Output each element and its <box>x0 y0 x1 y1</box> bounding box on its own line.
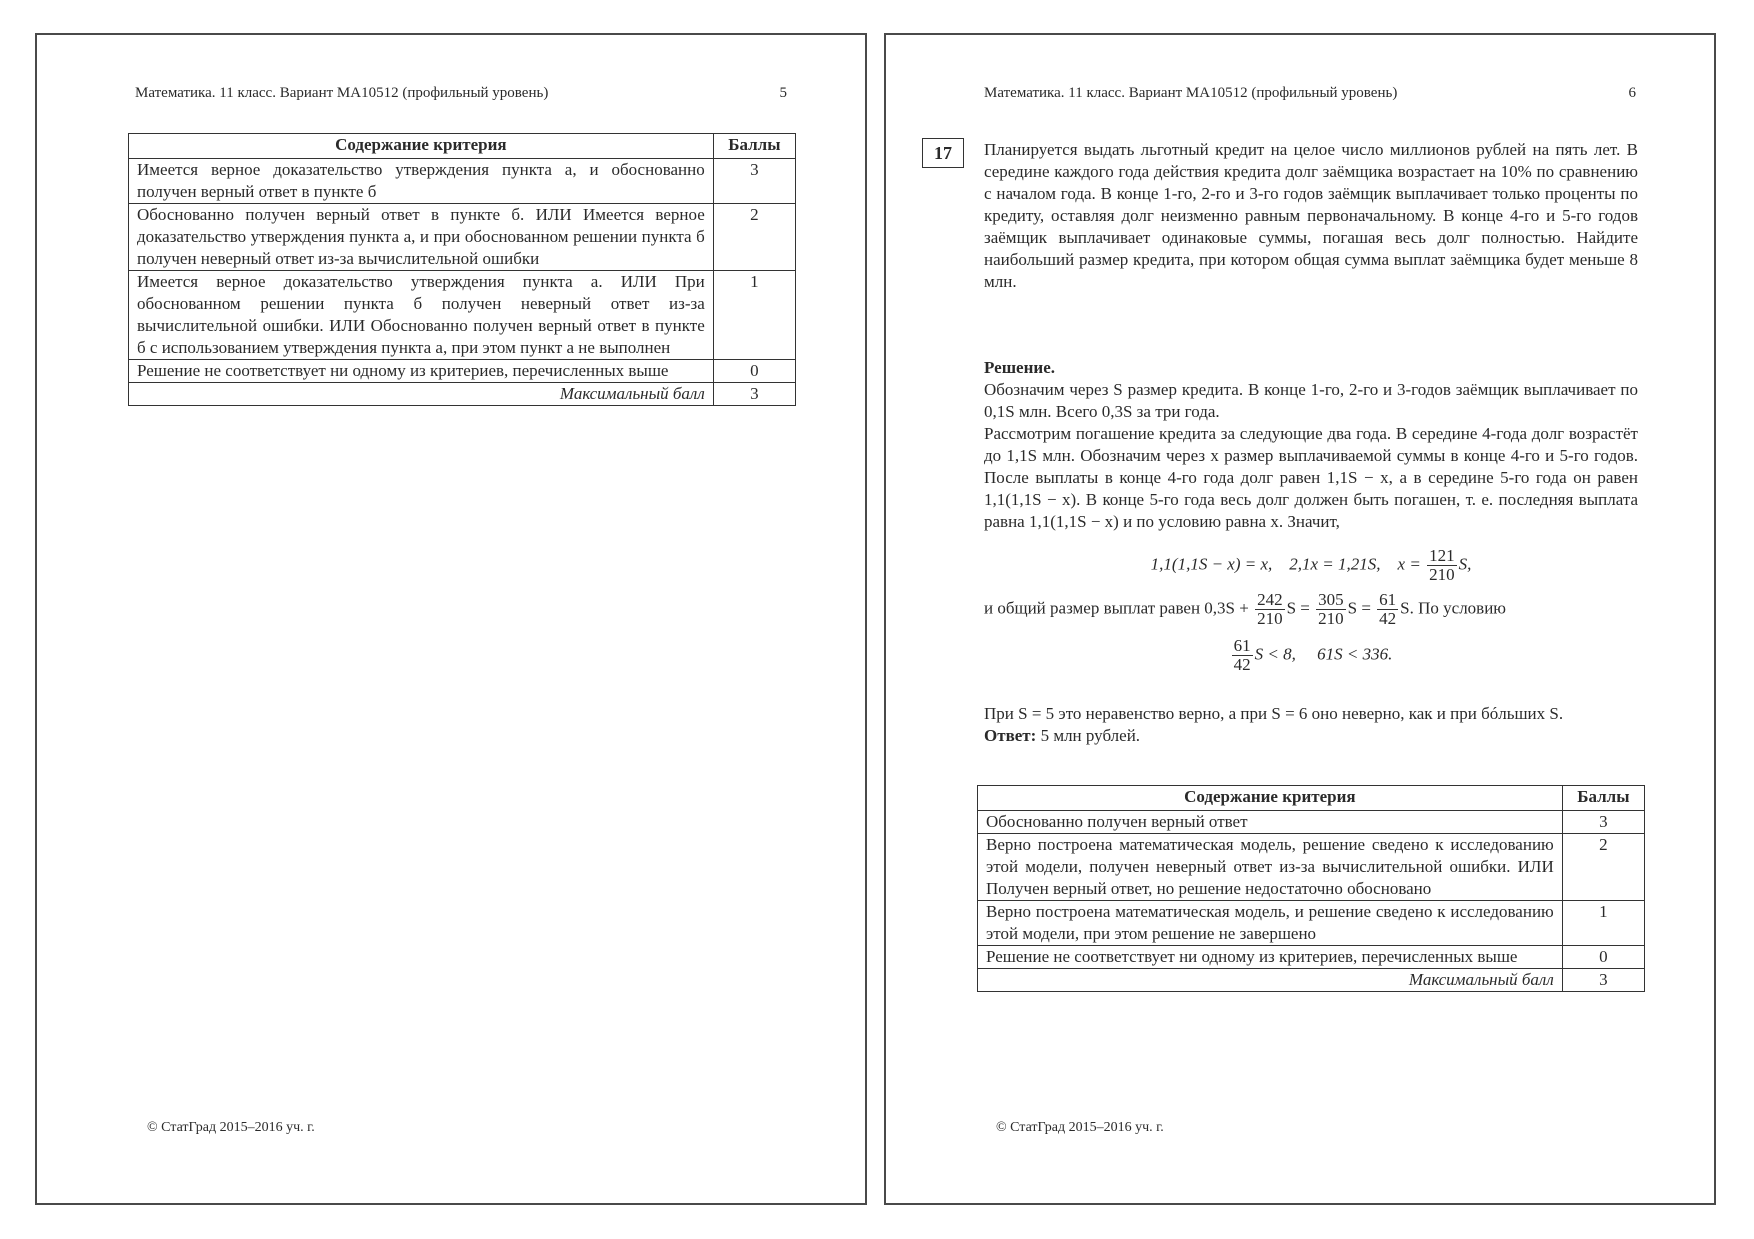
criterion-points: 0 <box>1562 946 1644 969</box>
criterion-points: 3 <box>713 159 795 204</box>
header-title: Математика. 11 класс. Вариант МА10512 (профильный уровень) <box>984 85 1398 101</box>
criterion-text: Обоснованно получен верный ответ <box>978 811 1563 834</box>
answer-label: Ответ: <box>984 726 1037 745</box>
criterion-points: 2 <box>713 204 795 271</box>
criterion-text: Обоснованно получен верный ответ в пункте б. ИЛИ Имеется верное доказательство утверждения пункта а, и при обоснованном решении пункта б получен неверный ответ из-за вычислительной ошибки <box>129 204 714 271</box>
page-number: 5 <box>779 85 787 101</box>
column-header-points: Баллы <box>1562 786 1644 811</box>
criterion-points: 3 <box>1562 811 1644 834</box>
column-header-criterion: Содержание критерия <box>129 134 714 159</box>
solution-end <box>984 703 1638 747</box>
max-score-label: Максимальный балл <box>978 969 1563 992</box>
page-footer: © СтатГрад 2015–2016 уч. г. <box>996 1120 1164 1135</box>
column-header-points: Баллы <box>713 134 795 159</box>
criteria-table <box>977 785 1645 992</box>
table-row-max <box>978 969 1645 992</box>
criterion-text: Имеется верное доказательство утверждения пункта а. ИЛИ При обоснованном решении пункта б получен неверный ответ из-за вычислительной ошибки. ИЛИ Обоснованно получен верный ответ в пункте б с использованием утверждения пункта а, при этом пункт а не выполнен <box>129 271 714 360</box>
criterion-text: Решение не соответствует ни одному из критериев, перечисленных выше <box>129 360 714 383</box>
fraction: $\frac{61}{42}$ <box>1379 590 1397 628</box>
max-score-value: 3 <box>1562 969 1644 992</box>
table-row <box>129 159 796 204</box>
page-5 <box>35 33 867 1205</box>
page-number: 6 <box>1628 85 1636 101</box>
table-row <box>129 271 796 360</box>
header-title: Математика. 11 класс. Вариант МА10512 (профильный уровень) <box>135 85 549 101</box>
equation-1: 1,1(1,1S − x) = x, 2,1x = 1,21S, x = $\frac{121}{210}$ S, <box>1150 546 1472 584</box>
table-row <box>978 811 1645 834</box>
fraction: $\frac{305}{210}$ <box>1318 590 1344 628</box>
criterion-points: 1 <box>1562 901 1644 946</box>
table-row <box>129 360 796 383</box>
criterion-points: 2 <box>1562 834 1644 901</box>
solution <box>984 357 1638 533</box>
page-header <box>984 85 1636 102</box>
page-footer: © СтатГрад 2015–2016 уч. г. <box>147 1120 315 1135</box>
fraction: $\frac{61}{42}$ <box>1233 636 1251 674</box>
table-row <box>978 901 1645 946</box>
answer-text: 5 млн рублей. <box>1040 726 1141 745</box>
task-number: 17 <box>922 138 964 168</box>
problem-statement: Планируется выдать льготный кредит на целое число миллионов рублей на пять лет. В середине каждого года действия кредита долг заёмщика возрастает на 10% по сравнению с началом года. В конце 1-го, 2-го и 3-го годов заёмщик выплачивает только проценты по кредиту, оставляя долг неизменно равным первоначальному. В конце 4-го и 5-го годов заёмщик выплачивает одинаковые суммы, погашая весь долг полностью. Найдите наибольший размер кредита, при котором общая сумма выплат заёмщика будет меньше 8 млн. <box>984 140 1638 291</box>
table-row <box>978 946 1645 969</box>
table-row <box>129 204 796 271</box>
problem-text <box>984 139 1638 293</box>
solution-paragraph-2: Рассмотрим погашение кредита за следующие два года. В середине 4-года долг возрастёт до 1,1S млн. Обозначим через x размер выплачиваемой суммы в конце 4-го и 5-го годов. После выплаты в конце 4-го года долг равен 1,1S − x, а в середине 5-го года он равен 1,1(1,1S − x). В конце 5-го года весь долг должен быть погашен, т. е. последняя выплата равна 1,1(1,1S − x) и по условию равна x. Значит, <box>984 424 1638 531</box>
table-row <box>978 834 1645 901</box>
solution-paragraph-3: При S = 5 это неравенство верно, а при S = 6 оно неверно, как и при бóльших S. <box>984 704 1564 723</box>
criterion-text: Имеется верное доказательство утверждения пункта а, и обоснованно получен верный ответ в пункте б <box>129 159 714 204</box>
criteria-table <box>128 133 796 406</box>
max-score-label: Максимальный балл <box>129 383 714 406</box>
criterion-points: 1 <box>713 271 795 360</box>
criterion-text: Верно построена математическая модель, решение сведено к исследованию этой модели, получен неверный ответ из-за вычислительной ошибки. ИЛИ Получен верный ответ, но решение недостаточно обосновано <box>978 834 1563 901</box>
page-6 <box>884 33 1716 1205</box>
criterion-text: Верно построена математическая модель, и решение сведено к исследованию этой модели, при этом решение не завершено <box>978 901 1563 946</box>
max-score-value: 3 <box>713 383 795 406</box>
solution-paragraph-1: Обозначим через S размер кредита. В конце 1-го, 2-го и 3-годов заёмщик выплачивает по 0,1S млн. Всего 0,3S за три года. <box>984 380 1638 421</box>
solution-heading: Решение. <box>984 358 1055 377</box>
criterion-text: Решение не соответствует ни одному из критериев, перечисленных выше <box>978 946 1563 969</box>
equations-block <box>984 547 1638 697</box>
page-header <box>135 85 787 102</box>
criterion-points: 0 <box>713 360 795 383</box>
column-header-criterion: Содержание критерия <box>978 786 1563 811</box>
table-row-max <box>129 383 796 406</box>
fraction: $\frac{242}{210}$ <box>1257 590 1283 628</box>
equation-2: и общий размер выплат равен 0,3S + $\frac{242}{210}$ S = $\frac{305}{210}$ S = $\frac{61}{42}$ S. По условию <box>984 590 1507 628</box>
fraction: $\frac{121}{210}$ <box>1429 546 1455 584</box>
equation-3: $\frac{61}{42}$ S < 8, 61S < 336. <box>1233 636 1393 674</box>
